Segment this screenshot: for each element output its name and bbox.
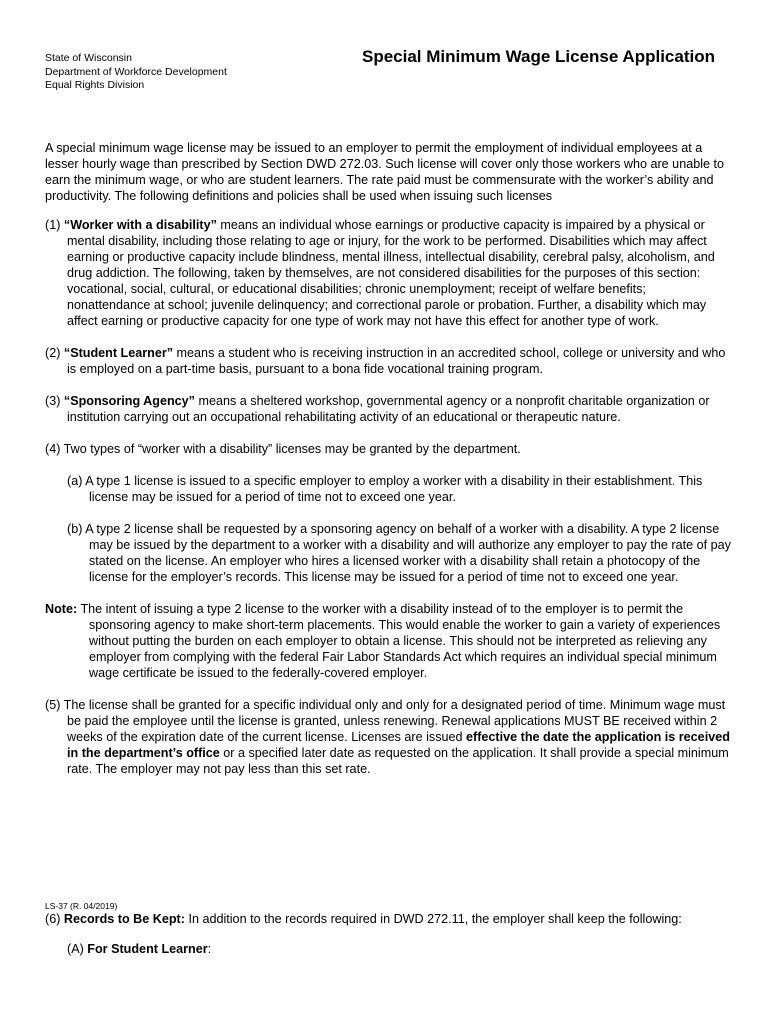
item-number: (1)	[45, 218, 64, 232]
definition-item	[45, 217, 731, 329]
item-term: Records to Be Kept:	[63, 912, 185, 926]
note-text: The intent of issuing a type 2 license to the worker with a disability instead of to the employer is to permit the sponsoring agency to make short-term placements. This would enable the worker to gain a variety of experiences without putting the burden on each employer to obtain a license. This should not be interpreted as relieving any employer from complying with the federal Fair Labor Standards Act which requires an individual special minimum wage certificate be issued to the federally-covered employer.	[77, 602, 721, 680]
records-section	[45, 911, 731, 957]
license-type-1: (a) A type 1 license is issued to a specific employer to employ a worker with a disability in their establishment. This license may be issued for a period of time not to exceed one year.	[67, 474, 703, 504]
note-paragraph	[45, 601, 731, 681]
item5-bold: effective the date the application is received in the department’s office	[67, 730, 730, 760]
page-title: Special Minimum Wage License Application	[362, 47, 715, 66]
item-text: means a sheltered workshop, governmental agency or a nonprofit charitable organization or institution carrying out an occupational rehabilitating activity of an educational or therapeutic nature.	[67, 394, 710, 424]
item-text: (4) Two types of “worker with a disability” licenses may be granted by the department.	[45, 442, 521, 456]
item5-text-a: (5) The license shall be granted for a specific individual only and only for a designated period of time. Minimum wage must be paid the employee until the license is granted, unless renewing. Renewal applications MUST BE received within 2 weeks of the expiration date of the current license. Licenses are issued	[45, 698, 726, 744]
item-text: :	[207, 942, 212, 956]
item-text: means an individual whose earnings or productive capacity is impaired by a physical or mental disability, including those relating to age or injury, for the work to be performed. Disabilities which may affect earning or productive capacity include blindness, mental illness, intellectual disability, cerebral palsy, alcoholism, and drug addiction. The following, taken by themselves, are not considered disabilities for the purposes of this section: vocational, social, cultural, or educational disabilities; chronic unemployment; receipt of welfare benefits; nonattendance at school; juvenile delinquency; and correctional parole or probation. Further, a disability which may affect earning or productive capacity for one type of work may not have this effect for another type of work.	[67, 218, 715, 328]
license-grant-item	[45, 697, 731, 777]
item5-text-b: or a specified later date as requested on the application. It shall provide a special minimum rate. The employer may not pay less than this set rate.	[67, 746, 729, 776]
document-body	[45, 140, 731, 793]
item-number: (2)	[45, 346, 64, 360]
definition-item	[45, 345, 731, 377]
item-number: (A)	[67, 942, 88, 956]
student-learner-records	[67, 941, 731, 957]
item-text: means a student who is receiving instruction in an accredited school, college or university and who is employed on a part-time basis, pursuant to a bona fide vocational training program.	[67, 346, 726, 376]
license-types-item	[45, 441, 731, 457]
item-number: (3)	[45, 394, 64, 408]
note-label: Note:	[45, 602, 78, 616]
license-type-2: (b) A type 2 license shall be requested by a sponsoring agency on behalf of a worker with a disability. A type 2 license may be issued by the department to a worker with a disability and will authorize any employer to pay the rate of pay stated on the license. An employer who hires a licensed worker with a disability shall retain a photocopy of the license for the employer’s records. This license may be issued for a period of time not to exceed one year.	[67, 522, 731, 584]
form-number: LS-37 (R. 04/2019)	[45, 901, 118, 911]
agency-department: Department of Workforce Development	[45, 65, 227, 78]
item-term: “Worker with a disability”	[63, 218, 217, 232]
definition-item	[45, 393, 731, 425]
item-term: “Sponsoring Agency”	[63, 394, 195, 408]
agency-block	[45, 52, 227, 93]
agency-state: State of Wisconsin	[45, 52, 132, 64]
item-term: For Student Learner	[87, 942, 208, 956]
agency-division: Equal Rights Division	[45, 79, 145, 91]
item-term: “Student Learner”	[63, 346, 174, 360]
item-number: (6)	[45, 912, 64, 926]
item-text: In addition to the records required in DWD 272.11, the employer shall keep the following:	[184, 912, 682, 926]
records-item	[45, 911, 731, 927]
intro-paragraph: A special minimum wage license may be issued to an employer to permit the employment of individual employees at a lesser hourly wage than prescribed by Section DWD 272.03. Such license will cover only those workers who are unable to earn the minimum wage, or who are student learners. The rate paid must be commensurate with the worker’s ability and productivity. The following definitions and policies shall be used when issuing such licenses	[45, 141, 725, 203]
